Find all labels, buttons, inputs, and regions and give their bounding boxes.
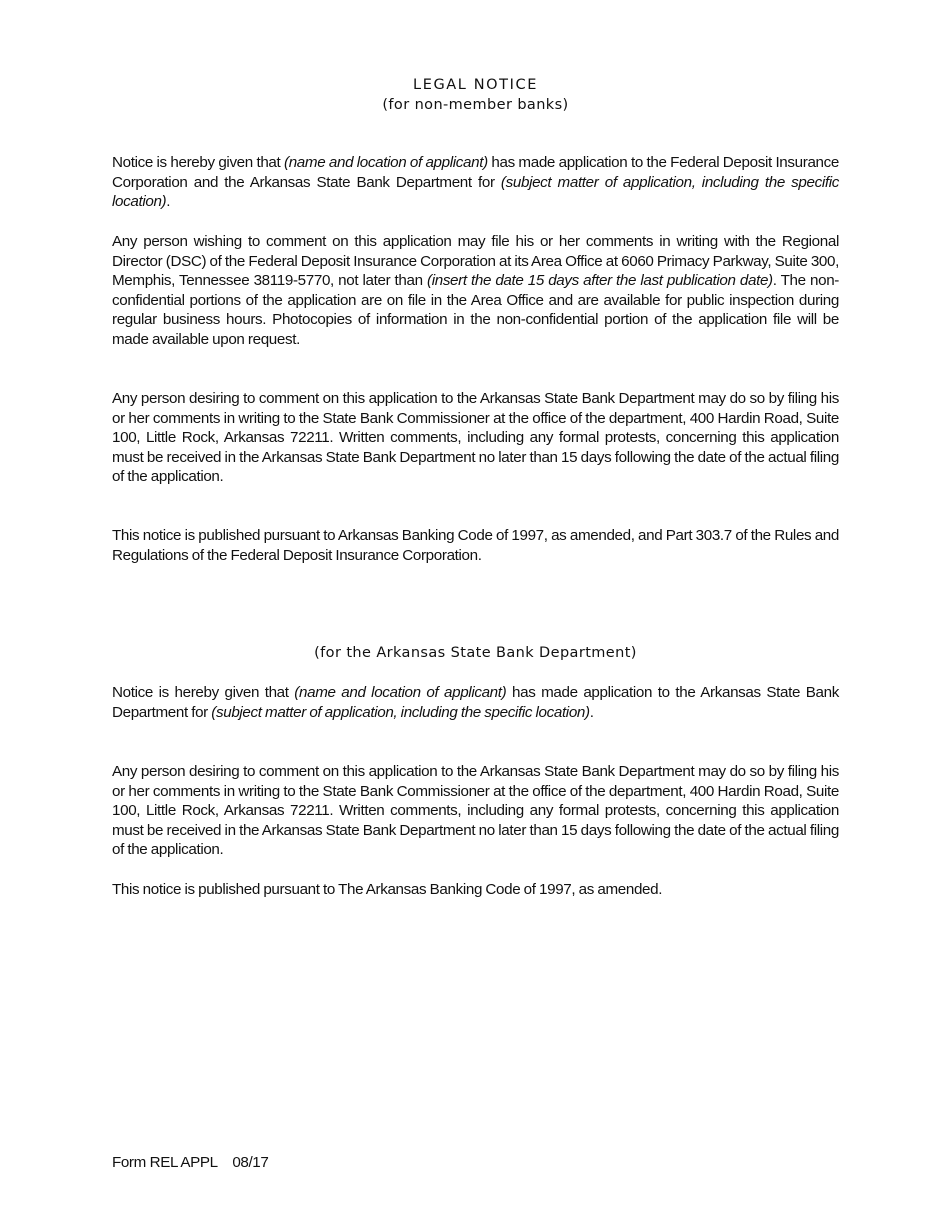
notice-title: LEGAL NOTICE [413, 77, 538, 93]
p2-date-placeholder: (insert the date 15 days after the last publication date) [426, 272, 773, 290]
notice-paragraph-3: Any person desiring to comment on this application to the Arkansas State Bank Department may do so by filing his or her comments in writing to the State Bank Commissioner at the office of the department, 400 Hardin Road, Suite 100, Little Rock, Arkansas 72211. Written comments, including any formal protests, concerning this application must be received in the Arkansas State Bank Department no later than 15 days following the date of the actual filing of the application. [112, 390, 839, 486]
p2-text-a: Any person wishing to comment on this application may file his or her comments in writing with the Regional Director (DSC) of the Federal Deposit Insurance Corporation at its Area Office at 6060 Primacy Parkway, Suite 300, Memphis, Tennessee 38119-5770, not later than [112, 233, 839, 290]
p1-subject-placeholder: (subject matter of application, including the specific location) [112, 173, 840, 211]
form-footer [112, 1153, 268, 1173]
s2p1-text-e: . [589, 703, 594, 721]
notice-paragraph-2 [112, 232, 839, 350]
notice-subtitle: (for non-member banks) [382, 97, 569, 113]
state-section-title: (for the Arkansas State Bank Department) [314, 645, 637, 661]
s2p1-applicant-placeholder: (name and location of applicant) [294, 684, 507, 701]
state-paragraph-2: Any person desiring to comment on this application to the Arkansas State Bank Department may do so by filing his or her comments in writing to the State Bank Commissioner at the office of the department, 400 Hardin Road, Suite 100, Little Rock, Arkansas 72211. Written comments, including any formal protests, concerning this application must be received in the Arkansas State Bank Department no later than 15 days following the date of the actual filing of the application. [112, 763, 839, 859]
state-paragraph-1 [112, 683, 839, 722]
s2p1-text-c: has made application to the Arkansas State Bank Department for [112, 684, 839, 721]
notice-paragraph-1 [112, 153, 839, 212]
p2-text-c: . The non-confidential portions of the application are on file in the Area Office and are available for public inspection during regular business hours. Photocopies of information in the non-confidential portion of the application file will be made available upon request. [112, 272, 840, 348]
notice-paragraph-4: This notice is published pursuant to Arkansas Banking Code of 1997, as amended, and Part 303.7 of the Rules and Regulations of the Federal Deposit Insurance Corporation. [112, 527, 839, 564]
form-date: 08/17 [232, 1154, 269, 1171]
p1-text-a: Notice is hereby given that [112, 154, 284, 171]
state-paragraph-3: This notice is published pursuant to The Arkansas Banking Code of 1997, as amended. [112, 881, 663, 898]
s2p1-subject-placeholder: (subject matter of application, including the specific location) [211, 703, 590, 721]
form-label: Form REL APPL [112, 1154, 218, 1171]
p1-text-e: . [166, 193, 171, 211]
s2p1-text-a: Notice is hereby given that [112, 684, 295, 701]
p1-applicant-placeholder: (name and location of applicant) [284, 154, 488, 171]
p1-text-c: has made application to the Federal Deposit Insurance Corporation and the Arkansas State Bank Department for [112, 154, 839, 191]
